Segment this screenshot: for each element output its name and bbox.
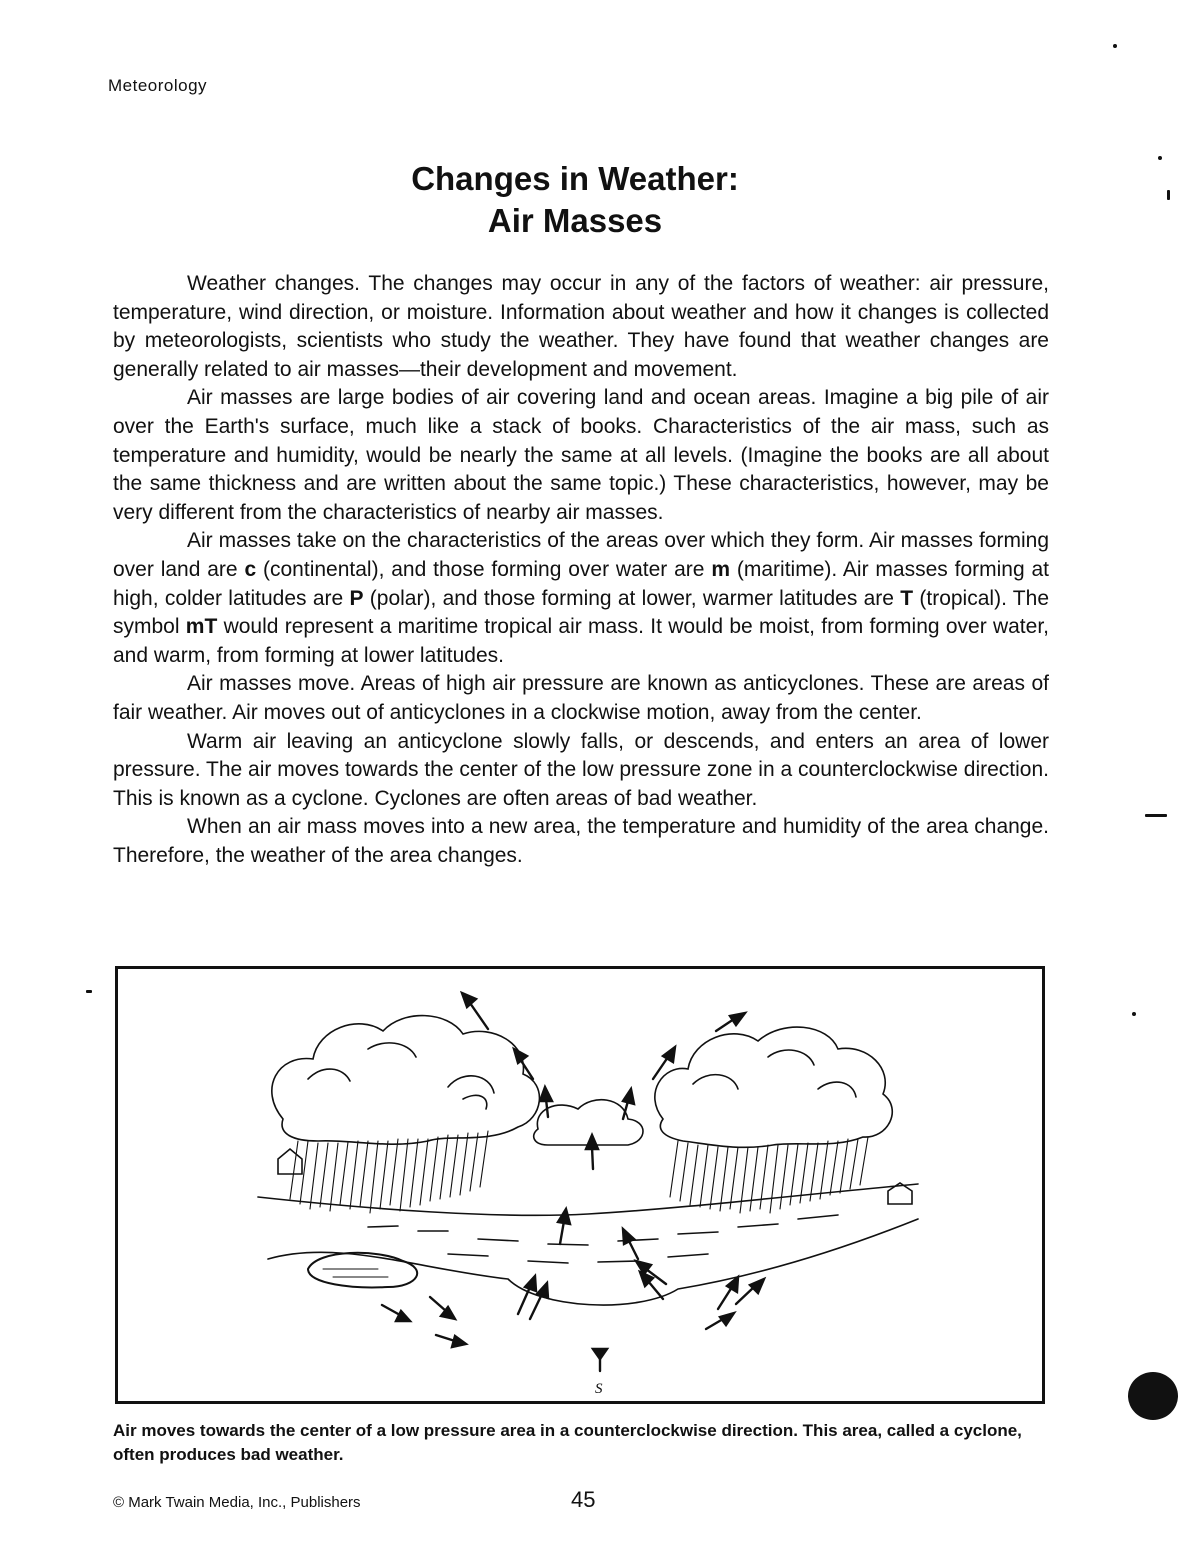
title-line-1: Changes in Weather: [411,160,739,197]
p3-bold-mt: mT [185,615,218,639]
wind-arrows [382,993,764,1371]
scan-speck [1158,156,1162,160]
paragraph-6: When an air mass moves into a new area, the temperature and humidity of the area change. Therefore, the weather of the area changes. [113,815,1049,867]
p3-bold-m: m [711,557,731,581]
scan-speck [86,990,92,993]
paragraph-2: Air masses are large bodies of air covering land and ocean areas. Imagine a big pile of air over the Earth's surface, much like a stack of books. Characteristics of the air mass, such as temperature and humidity, would be nearly the same at all levels. (Imagine the books are all about the same thickness and are written about the same topic.) These characteristics, however, may be very different from the characteristics of nearby air masses. [113,386,1049,524]
publisher-credit: © Mark Twain Media, Inc., Publishers [113,1494,361,1511]
title-line-2: Air Masses [487,202,663,239]
south-direction-label: S [595,1381,603,1397]
scan-speck [1167,190,1170,200]
island [308,1253,417,1288]
p3-text-3: (maritime). Air masses forming at high, colder latitudes are [113,557,1049,610]
paragraph-1: Weather changes. The changes may occur in any of the factors of weather: air pressure, temperature, wind direction, or moisture. Information about weather and how it changes is collected by meteorologists, scientists who study the weather. They have found that weather changes are generally related to air masses—their development and movement. [113,272,1049,381]
page-title [0,158,1150,242]
paragraph-3 [113,527,1049,670]
article-body [113,270,1049,870]
p3-text-1: Air masses take on the characteristics of the areas over which they form. Air masses forming over land are [113,529,1049,581]
p3-text-2: (continental), and those forming over water are [256,557,712,581]
p3-text-5: (tropical). The symbol [113,586,1049,639]
scan-speck [1113,44,1117,48]
p3-bold-p: P [349,586,364,610]
cyclone-illustration [115,966,1045,1404]
scan-blot [1128,1372,1178,1420]
scan-speck [1132,1012,1136,1016]
left-storm-cloud [272,1016,540,1145]
paragraph-4: Air masses move. Areas of high air pressure are known as anticyclones. These are areas of fair weather. Air moves out of anticyclones in a clockwise motion, away from the center. [113,672,1049,724]
page-number: 45 [571,1487,596,1512]
paragraph-5: Warm air leaving an anticyclone slowly falls, or descends, and enters an area of lower pressure. The air moves towards the center of the low pressure zone in a counterclockwise direction. This is known as a cyclone. Cyclones are often areas of bad weather. [113,729,1049,810]
p3-bold-c: c [244,557,257,581]
p3-text-4: (polar), and those forming at lower, warmer latitudes are [363,586,901,610]
scan-speck [1145,814,1167,817]
right-storm-cloud [655,1027,892,1147]
left-house [278,1149,302,1174]
horizon-line [258,1184,918,1215]
cyclone-drawing [118,969,1042,1401]
water-outline [268,1219,918,1305]
left-rain [290,1131,488,1213]
right-rain [670,1137,868,1213]
p3-bold-t: T [900,586,914,610]
figure-caption: Air moves towards the center of a low pressure area in a counterclockwise direction. This area, called a cyclone, often produces bad weather. [113,1421,1022,1464]
p3-text-6: would represent a maritime tropical air mass. It would be moist, from forming over water, and warm, from forming at lower latitudes. [113,615,1049,667]
section-header: Meteorology [108,76,208,95]
